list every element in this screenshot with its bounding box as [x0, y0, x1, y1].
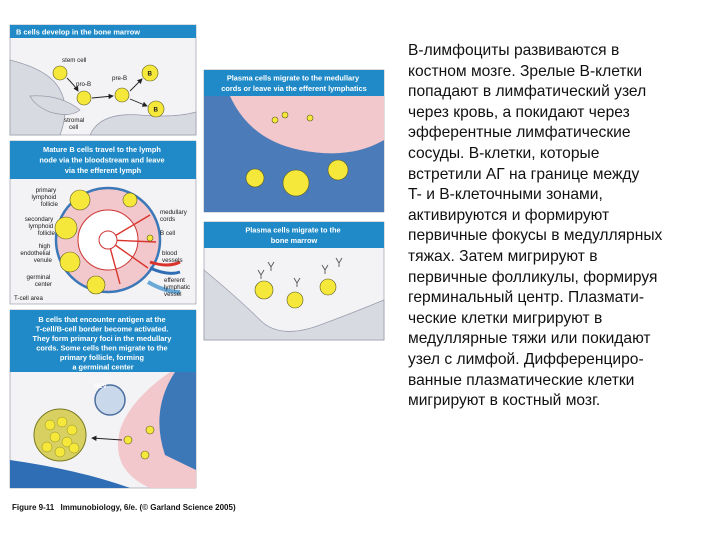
text-line: ванные плазматические клетки: [408, 371, 635, 389]
germinal-center: [87, 276, 105, 294]
label-pro-b: pro-B: [76, 81, 92, 88]
plasma-cell-bm-3: [320, 279, 336, 295]
label-blood-vessels: blood vessels: [162, 250, 183, 264]
text-line: мигрируют в костный мозг.: [408, 392, 601, 410]
activated-b-cell-1: [124, 436, 132, 444]
panel-lymph-node: [10, 141, 196, 304]
label-germinal-center: germinal center: [26, 274, 52, 288]
panel-plasma-medullary: [204, 70, 384, 212]
label-efferent-lymphatic: efferent lymphatic vessel: [164, 277, 191, 298]
activated-b-cell-3: [141, 451, 149, 459]
label-b-cell: B cell: [160, 230, 176, 237]
plasma-cell-2: [282, 112, 288, 118]
text-line: T- и B-клеточными зонами,: [408, 186, 603, 204]
plasma-follicle-2: [328, 160, 348, 180]
label-high-endothelial-venule: high endothelial venule: [20, 243, 52, 264]
text-line: первичные фолликулы, формируя: [408, 268, 658, 286]
panel-2-header-text: Mature B cells travel to the lymph node via the bloodstream and leave via the efferent lymph: [39, 145, 165, 175]
text-line: костном мозге. Зрелые B-клетки: [408, 62, 643, 80]
label-t-cell-area: T-cell area: [14, 295, 43, 302]
text-line: тяжах. Затем мигрируют в: [408, 247, 598, 265]
text-line: встретили АГ на границе между: [408, 165, 640, 183]
label-pre-b: pre-B: [112, 75, 128, 82]
label-stromal: stromal: [64, 117, 85, 124]
plasma-cell-1: [272, 117, 278, 123]
label-b-1: B: [147, 70, 152, 78]
text-line: попадают в лимфатический узел: [408, 83, 647, 101]
pro-b-cell: [77, 91, 91, 105]
text-line: ческие клетки мигрируют в: [408, 309, 603, 327]
text-line: узел с лимфой. Дифференциро-: [408, 350, 644, 368]
panel-antigen-encounter: [10, 310, 196, 488]
label-stem-cell: stem cell: [62, 57, 87, 64]
plasma-follicle-3: [246, 169, 264, 187]
text-line: через кровь, а покидают через: [408, 103, 630, 121]
label-medullary-cords: medullary cords: [160, 209, 187, 223]
label-secondary-follicle: secondary lymphoid follicle: [24, 216, 55, 237]
plasma-cell-3: [307, 115, 313, 121]
medullary-b-cell: [147, 235, 153, 241]
label-stromal-cell: cell: [69, 124, 79, 131]
plasma-cell-bm-1: [255, 281, 273, 299]
stem-cell: [53, 66, 67, 80]
panel-1-header-text: B cells develop in the bone marrow: [16, 27, 141, 37]
figure-caption: Figure 9-11 Immunobiology, 6/e. (© Garland Science 2005): [12, 503, 236, 512]
follicle-3: [60, 252, 80, 272]
follicle-5: [123, 193, 137, 207]
activated-b-cell-2: [146, 426, 154, 434]
text-line: сосуды. B-клетки, которые: [408, 144, 600, 162]
text-line: герминальный центр. Плазмати-: [408, 289, 645, 307]
text-line: B-лимфоциты развиваются в: [408, 42, 620, 59]
panel-bone-marrow: [10, 25, 196, 135]
plasma-cell-bm-2: [287, 292, 303, 308]
text-line: активируются и формируют: [408, 206, 610, 224]
panel-5-header-text: Plasma cells migrate to the bone marrow: [245, 225, 341, 245]
label-b-2: B: [153, 106, 158, 114]
panel-4-header-text: Plasma cells migrate to the medullary cords or leave via the efferent lymphatics: [221, 73, 367, 93]
panel-3-header-text: B cells that encounter antigen at the T-cell/B-cell border become activated. They form primary foci in the medullary cords. Some cells then migrate to the primary follicle, forming a germinal center: [32, 315, 172, 372]
secondary-follicle: [55, 217, 77, 239]
pre-b-cell: [115, 88, 129, 102]
plasma-follicle-1: [283, 170, 309, 196]
primary-follicle: [70, 190, 90, 210]
panel-plasma-bone-marrow: [204, 222, 384, 340]
label-primary-follicle: primary lymphoid follicle: [31, 187, 58, 208]
text-line: эфферентные лимфатические: [408, 124, 631, 142]
text-line: первичные фокусы в медуллярных: [408, 227, 663, 245]
label-hev: HEV: [94, 383, 107, 390]
text-line: медуллярные тяжи или покидают: [408, 330, 651, 348]
description-text: [408, 41, 708, 412]
